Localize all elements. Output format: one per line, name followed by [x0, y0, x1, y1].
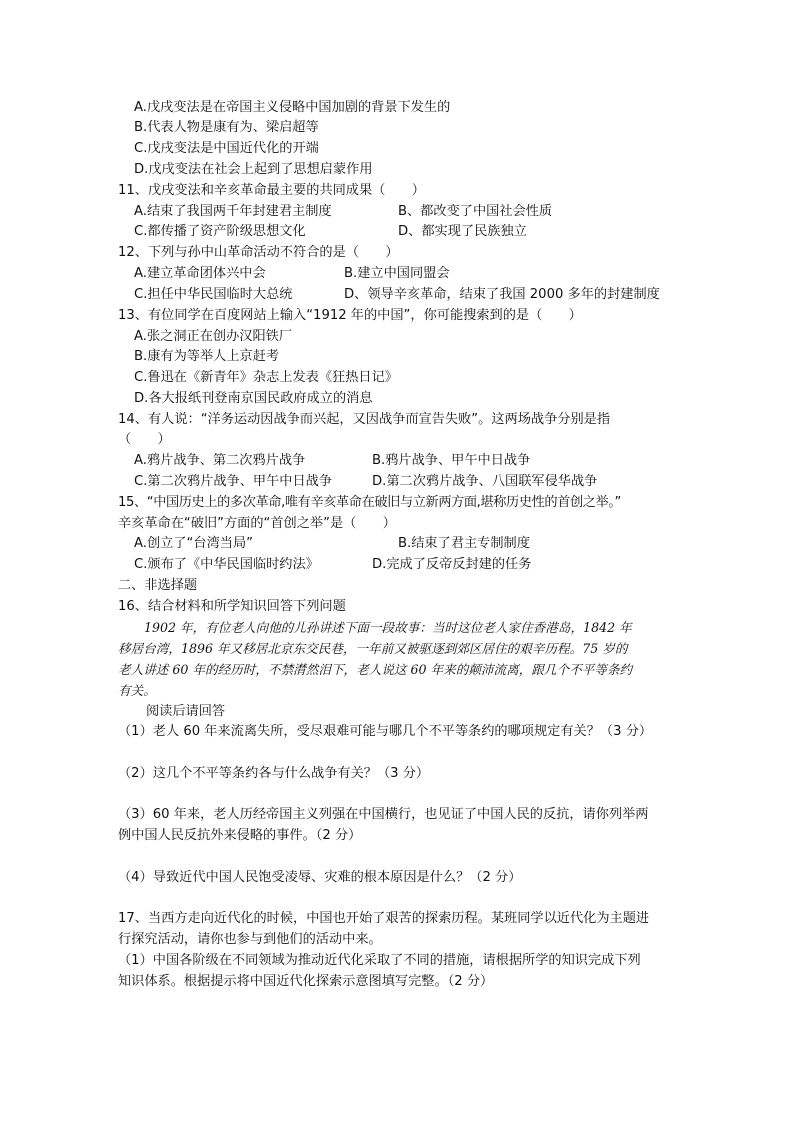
q12-option-d: D、领导辛亥革命，结束了我国 2000 多年的封建制度: [344, 287, 660, 302]
q13-option-d: D.各大报纸刊登南京国民政府成立的消息: [134, 391, 373, 406]
q16-material-line2: 移居台湾，1896 年又移居北京东交民巷，一年前又被驱逐到郊区居住的艰辛历程。75 岁的: [118, 641, 628, 656]
q14-option-a: A.鸦片战争、第二次鸦片战争: [134, 453, 306, 468]
q16-sub3-line1: （3）60 年来，老人历经帝国主义列强在中国横行，也见证了中国人民的反抗，请你列举两: [118, 807, 649, 822]
q11-option-d: D、都实现了民族独立: [398, 224, 527, 239]
q10-option-d: D.戊戌变法在社会上起到了思想启蒙作用: [134, 162, 373, 177]
q13-option-a: A.张之洞正在创办汉阳铁厂: [134, 329, 293, 344]
q11-stem: 11、戊戌变法和辛亥革命最主要的共同成果（ ）: [118, 183, 425, 198]
q10-option-b: B.代表人物是康有为、梁启超等: [134, 120, 319, 135]
q16-stem: 16、结合材料和所学知识回答下列问题: [118, 599, 346, 614]
q14-stem-line2: （ ）: [118, 432, 171, 447]
q11-option-c: C.都传播了资产阶级思想文化: [134, 224, 306, 239]
q16-material-line3: 老人讲述 60 年的经历时，不禁潸然泪下，老人说这 60 年来的颠沛流离，跟几个不平等条约: [118, 662, 633, 677]
section2-title: 二、非选择题: [118, 578, 198, 593]
q14-option-c: C.第二次鸦片战争、甲午中日战争: [134, 474, 333, 489]
q17-sub1-line1: （1）中国各阶级在不同领域为推动近代化采取了不同的措施，请根据所学的知识完成下列: [118, 953, 641, 968]
q16-sub1: （1）老人 60 年来流离失所，受尽艰难可能与哪几个不平等条约的哪项规定有关？（3 分）: [118, 724, 653, 739]
q17-stem-line1: 17、当西方走向近代化的时候，中国也开始了艰苦的探索历程。某班同学以近代化为主题进: [118, 911, 650, 926]
q16-sub2: （2）这几个不平等条约各与什么战争有关？（3 分）: [118, 766, 430, 781]
q16-prompt: 阅读后请回答: [146, 704, 226, 719]
q12-stem: 12、下列与孙中山革命活动不符合的是（ ）: [118, 245, 399, 260]
q15-stem-line2: 辛亥革命在“破旧”方面的“首创之举”是（ ）: [118, 516, 396, 531]
q12-option-a: A.建立革命团体兴中会: [134, 266, 266, 281]
q16-material-line4: 有关。: [118, 683, 156, 698]
q15-option-c: C.颁布了《中华民国临时约法》: [134, 557, 319, 572]
q10-option-c: C.戊戌变法是中国近代化的开端: [134, 141, 319, 156]
q16-material-line1: 1902 年，有位老人向他的儿孙讲述下面一段故事：当时这位老人家住香港岛，1842 年: [144, 620, 632, 635]
q15-option-b: B.结束了君主专制制度: [398, 536, 530, 551]
q15-option-a: A.创立了“台湾当局”: [134, 536, 253, 551]
q17-sub1-line2: 知识体系。根据提示将中国近代化探索示意图填写完整。（2 分）: [118, 974, 494, 989]
q17-stem-line2: 行探究活动，请你也参与到他们的活动中来。: [118, 932, 382, 947]
q13-option-b: B.康有为等举人上京赶考: [134, 349, 280, 364]
q15-stem-line1: 15、“中国历史上的多次革命,唯有辛亥革命在破旧与立新两方面,堪称历史性的首创之举。”: [118, 495, 621, 510]
q11-option-a: A.结束了我国两千年封建君主制度: [134, 204, 332, 219]
q14-option-b: B.鸦片战争、甲午中日战争: [372, 453, 531, 468]
q13-stem: 13、有位同学在百度网站上输入“1912 年的中国”，你可能搜索到的是（ ）: [118, 308, 582, 323]
q16-sub3-line2: 例中国人民反抗外来侵略的事件。（2 分）: [118, 828, 362, 843]
q12-option-b: B.建立中国同盟会: [344, 266, 450, 281]
q16-sub4: （4）导致近代中国人民饱受凌辱、灾难的根本原因是什么？（2 分）: [118, 870, 522, 885]
q14-stem-line1: 14、有人说：“洋务运动因战争而兴起，又因战争而宣告失败”。这两场战争分别是指: [118, 412, 611, 427]
q14-option-d: D.第二次鸦片战争、八国联军侵华战争: [372, 474, 598, 489]
q13-option-c: C.鲁迅在《新青年》杂志上发表《狂热日记》: [134, 370, 398, 385]
q11-option-b: B、都改变了中国社会性质: [398, 204, 553, 219]
q12-option-c: C.担任中华民国临时大总统: [134, 287, 293, 302]
q15-option-d: D.完成了反帝反封建的任务: [372, 557, 532, 572]
q10-option-a: A.戊戌变法是在帝国主义侵略中国加剧的背景下发生的: [134, 100, 451, 115]
